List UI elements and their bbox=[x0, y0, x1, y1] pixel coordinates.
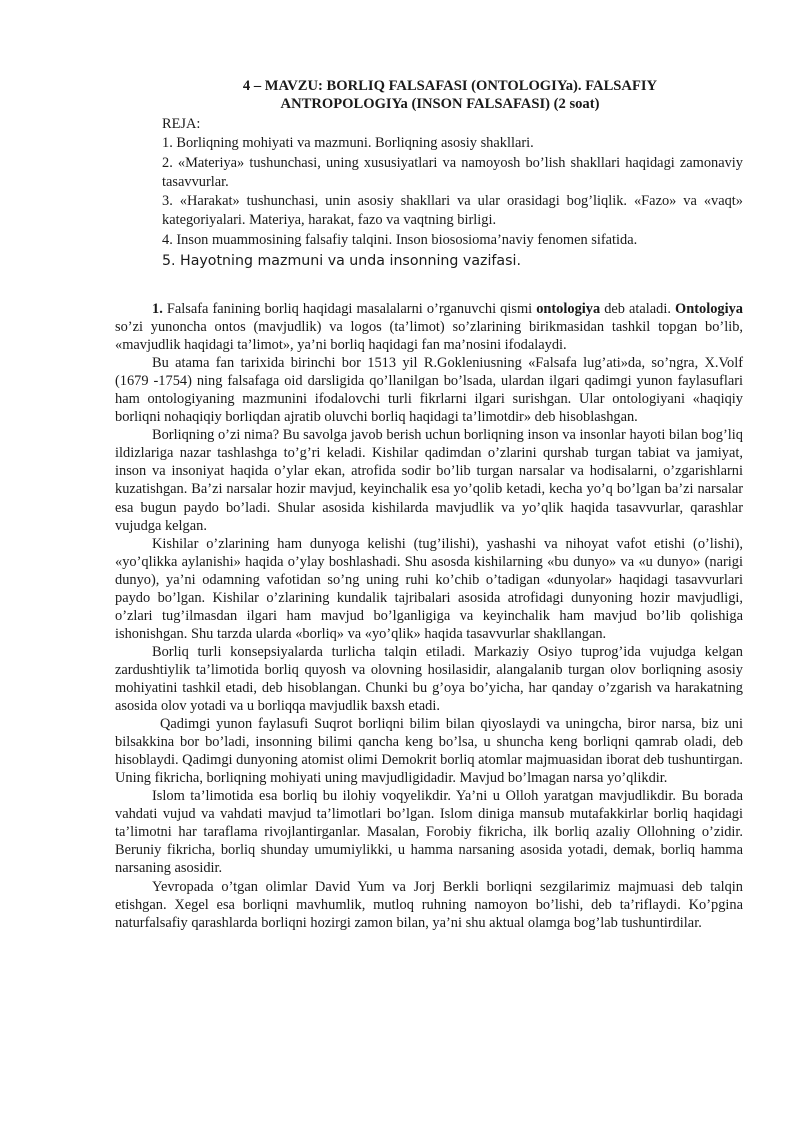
paragraph-3: Borliqning o’zi nima? Bu savolga javob berish uchun borliqning inson va insonlar hayoti bilan bog’liq ildizlariga nazar tashlashga to’g’ri keladi. Kishilar qadimdan o’zlarini qurshab turgan tabiat va jamiyat, inson va insoniyat haqida o’ylar ekan, atrofida sodir bo’lib turgan narsalar va hodisalarni, o’zgarishlarni kuzatishgan. Ba’zi narsalar hozir mavjud, keyinchalik esa yo’qolib ketadi, kecha yo’q bo’lgan ba’zi narsalar esa bugun paydo bo’ladi. Shular asosida kishilarda mavjudlik va yo’qlik haqida tasavvurlar, qarashlar vujudga kelgan. bbox=[115, 427, 743, 534]
document-title bbox=[100, 77, 800, 113]
term-ontologiya: ontologiya bbox=[536, 301, 601, 317]
document-body bbox=[115, 300, 743, 932]
paragraph-1-text-b: deb ataladi. bbox=[600, 301, 676, 317]
term-ontologiya-2: Ontologiya bbox=[675, 301, 743, 317]
paragraph-4: Kishilar o’zlarining ham dunyoga kelishi (tug’ilishi), yashashi va nihoyat vafot etishi (o’lishi), «yo’qlikka aylanishi» haqida o’ylay boshlashadi. Shu asosda kishilarning «bu dunyo» va «u dunyo» (narigi dunyo), ya’ni odamning vafotidan so’ng uning ruhi ko’chib o’tadigan «dunyolar» haqidagi tasavvurlari paydo bo’lgan. Kishilar o’zlarining kundalik tajribalari asosida atrofidagi dunyoning hozir mavjudligi, o’zlari tug’ilmasdan ilgari ham mavjud bo’lganligiga va keyinchalik ham mavjud bo’lib qolishiga ishonishgan. Shu tarzda ularda «borliq» va «yo’qlik» haqida tasavvurlar shakllangan. bbox=[115, 535, 743, 642]
paragraph-1-text-a: Falsafa fanining borliq haqidagi masalalarni o’rganuvchi qismi bbox=[162, 301, 537, 317]
paragraph-5: Borliq turli konsepsiyalarda turlicha talqin etiladi. Markaziy Osiyo tuprog’ida vujudga kelgan zardushtiylik ta’limotida borliq quyosh va olovning hosilasidir, alangalanib turgan olov borliqning asosiy mohiyatini tashkil etadi, deb hisoblangan. Chunki bu g’oya bo’yicha, har qanday o’zgarish va harakatning asosida olov yotadi va u borliqqa mavjudlik baxsh etadi. bbox=[115, 643, 743, 715]
lesson-plan bbox=[162, 115, 743, 271]
paragraph-6: Qadimgi yunon faylasufi Suqrot borliqni bilim bilan qiyoslaydi va uningcha, biror narsa, biz uni bilsakkina bor bo’ladi, insonning bilimi qancha keng bo’lsa, u shuncha keng borliqni qamrab oladi, deb hisoblaydi. Qadimgi dunyoning atomist olimi Demokrit borliq atomlar majmuasidan iborat deb tushuntirgan. Uning fikricha, borliqning mohiyati uning mavjudligidadir. Mavjud bo’lmagan narsa yo’qlikdir. bbox=[115, 716, 743, 787]
plan-item-1: 1. Borliqning mohiyati va mazmuni. Borliqning asosiy shakllari. bbox=[162, 135, 534, 152]
plan-item-2: 2. «Materiya» tushunchasi, uning xususiyatlari va namoyosh bo’lish shakllari haqidagi zamonaviy tasavvurlar. bbox=[162, 154, 743, 190]
plan-heading: REJA: bbox=[162, 116, 201, 132]
plan-item-5: 5. Hayotning mazmuni va unda insonning vazifasi. bbox=[162, 253, 521, 270]
section-number: 1. bbox=[152, 301, 163, 317]
paragraph-1-text-c: so’zi yunoncha ontos (mavjudlik) va logos (ta’limot) so’zlarining birikmasidan tashkil topgan bo’lib, «mavjudlik haqidagi ta’limot», ya’ni borliq haqidagi fan ma’nosini ifodalaydi. bbox=[115, 319, 743, 354]
paragraph-2: Bu atama fan tarixida birinchi bor 1513 yil R.Gokleniusning «Falsafa lug’ati»da, so’ngra, X.Volf (1679 -1754) ning falsafaga oid darsligida qo’llanilgan bo’lsada, ulardan ilgari qadimgi yunon faylasuflari ham ontologiyaning mazmunini ifodalovchi turli fikrlarni ilgari surishgan. Ular ontologiyani «haqiqiy borliqni nohaqiqiy borliqdan ajratib oluvchi borliq haqidagi ta’limotdir» deb hisoblashgan. bbox=[115, 355, 743, 426]
paragraph-1 bbox=[115, 300, 743, 354]
paragraph-7: Islom ta’limotida esa borliq bu ilohiy voqyelikdir. Ya’ni u Olloh yaratgan mavjudlikdir. Bu borada vahdati vujud va vahdati mavjud ta’limotlari bo’lgan. Islom diniga mansub mutafakkirlar borliq haqidagi ta’limotni har taraflama rivojlantirganlar. Masalan, Forobiy fikricha, ilk borliq azaliy Ollohning o’zidir. Beruniy fikricha, borliq shunday umumiylikki, u hamma narsaning asosida yotadi, demak, borliq hamma narsaning asosidir. bbox=[115, 788, 743, 877]
title-line-1: 4 – MAVZU: BORLIQ FALSAFASI (ONTOLOGIYa). FALSAFIY bbox=[242, 78, 658, 94]
title-line-2: ANTROPOLOGIYa (INSON FALSAFASI) (2 soat) bbox=[280, 96, 600, 112]
paragraph-8: Yevropada o’tgan olimlar David Yum va Jorj Berkli borliqni sezgilarimiz majmuasi deb talqin etishgan. Xegel esa borliqni mavhumlik, mutloq ruhning namoyon bo’lishi, deb ta’riflaydi. Ko’pgina naturfalsafiy qarashlarda borliqni hozirgi zamon bilan, ya’ni shu aktual olamga bog’lab tushuntirdilar. bbox=[115, 878, 743, 931]
plan-item-4: 4. Inson muammosining falsafiy talqini. Inson biososioma’naviy fenomen sifatida. bbox=[162, 231, 638, 248]
plan-item-3: 3. «Harakat» tushunchasi, unin asosiy shakllari va ular orasidagi bog’liqlik. «Fazo» va «vaqt» kategoriyalari. Materiya, harakat, fazo va vaqtning birligi. bbox=[162, 193, 743, 229]
